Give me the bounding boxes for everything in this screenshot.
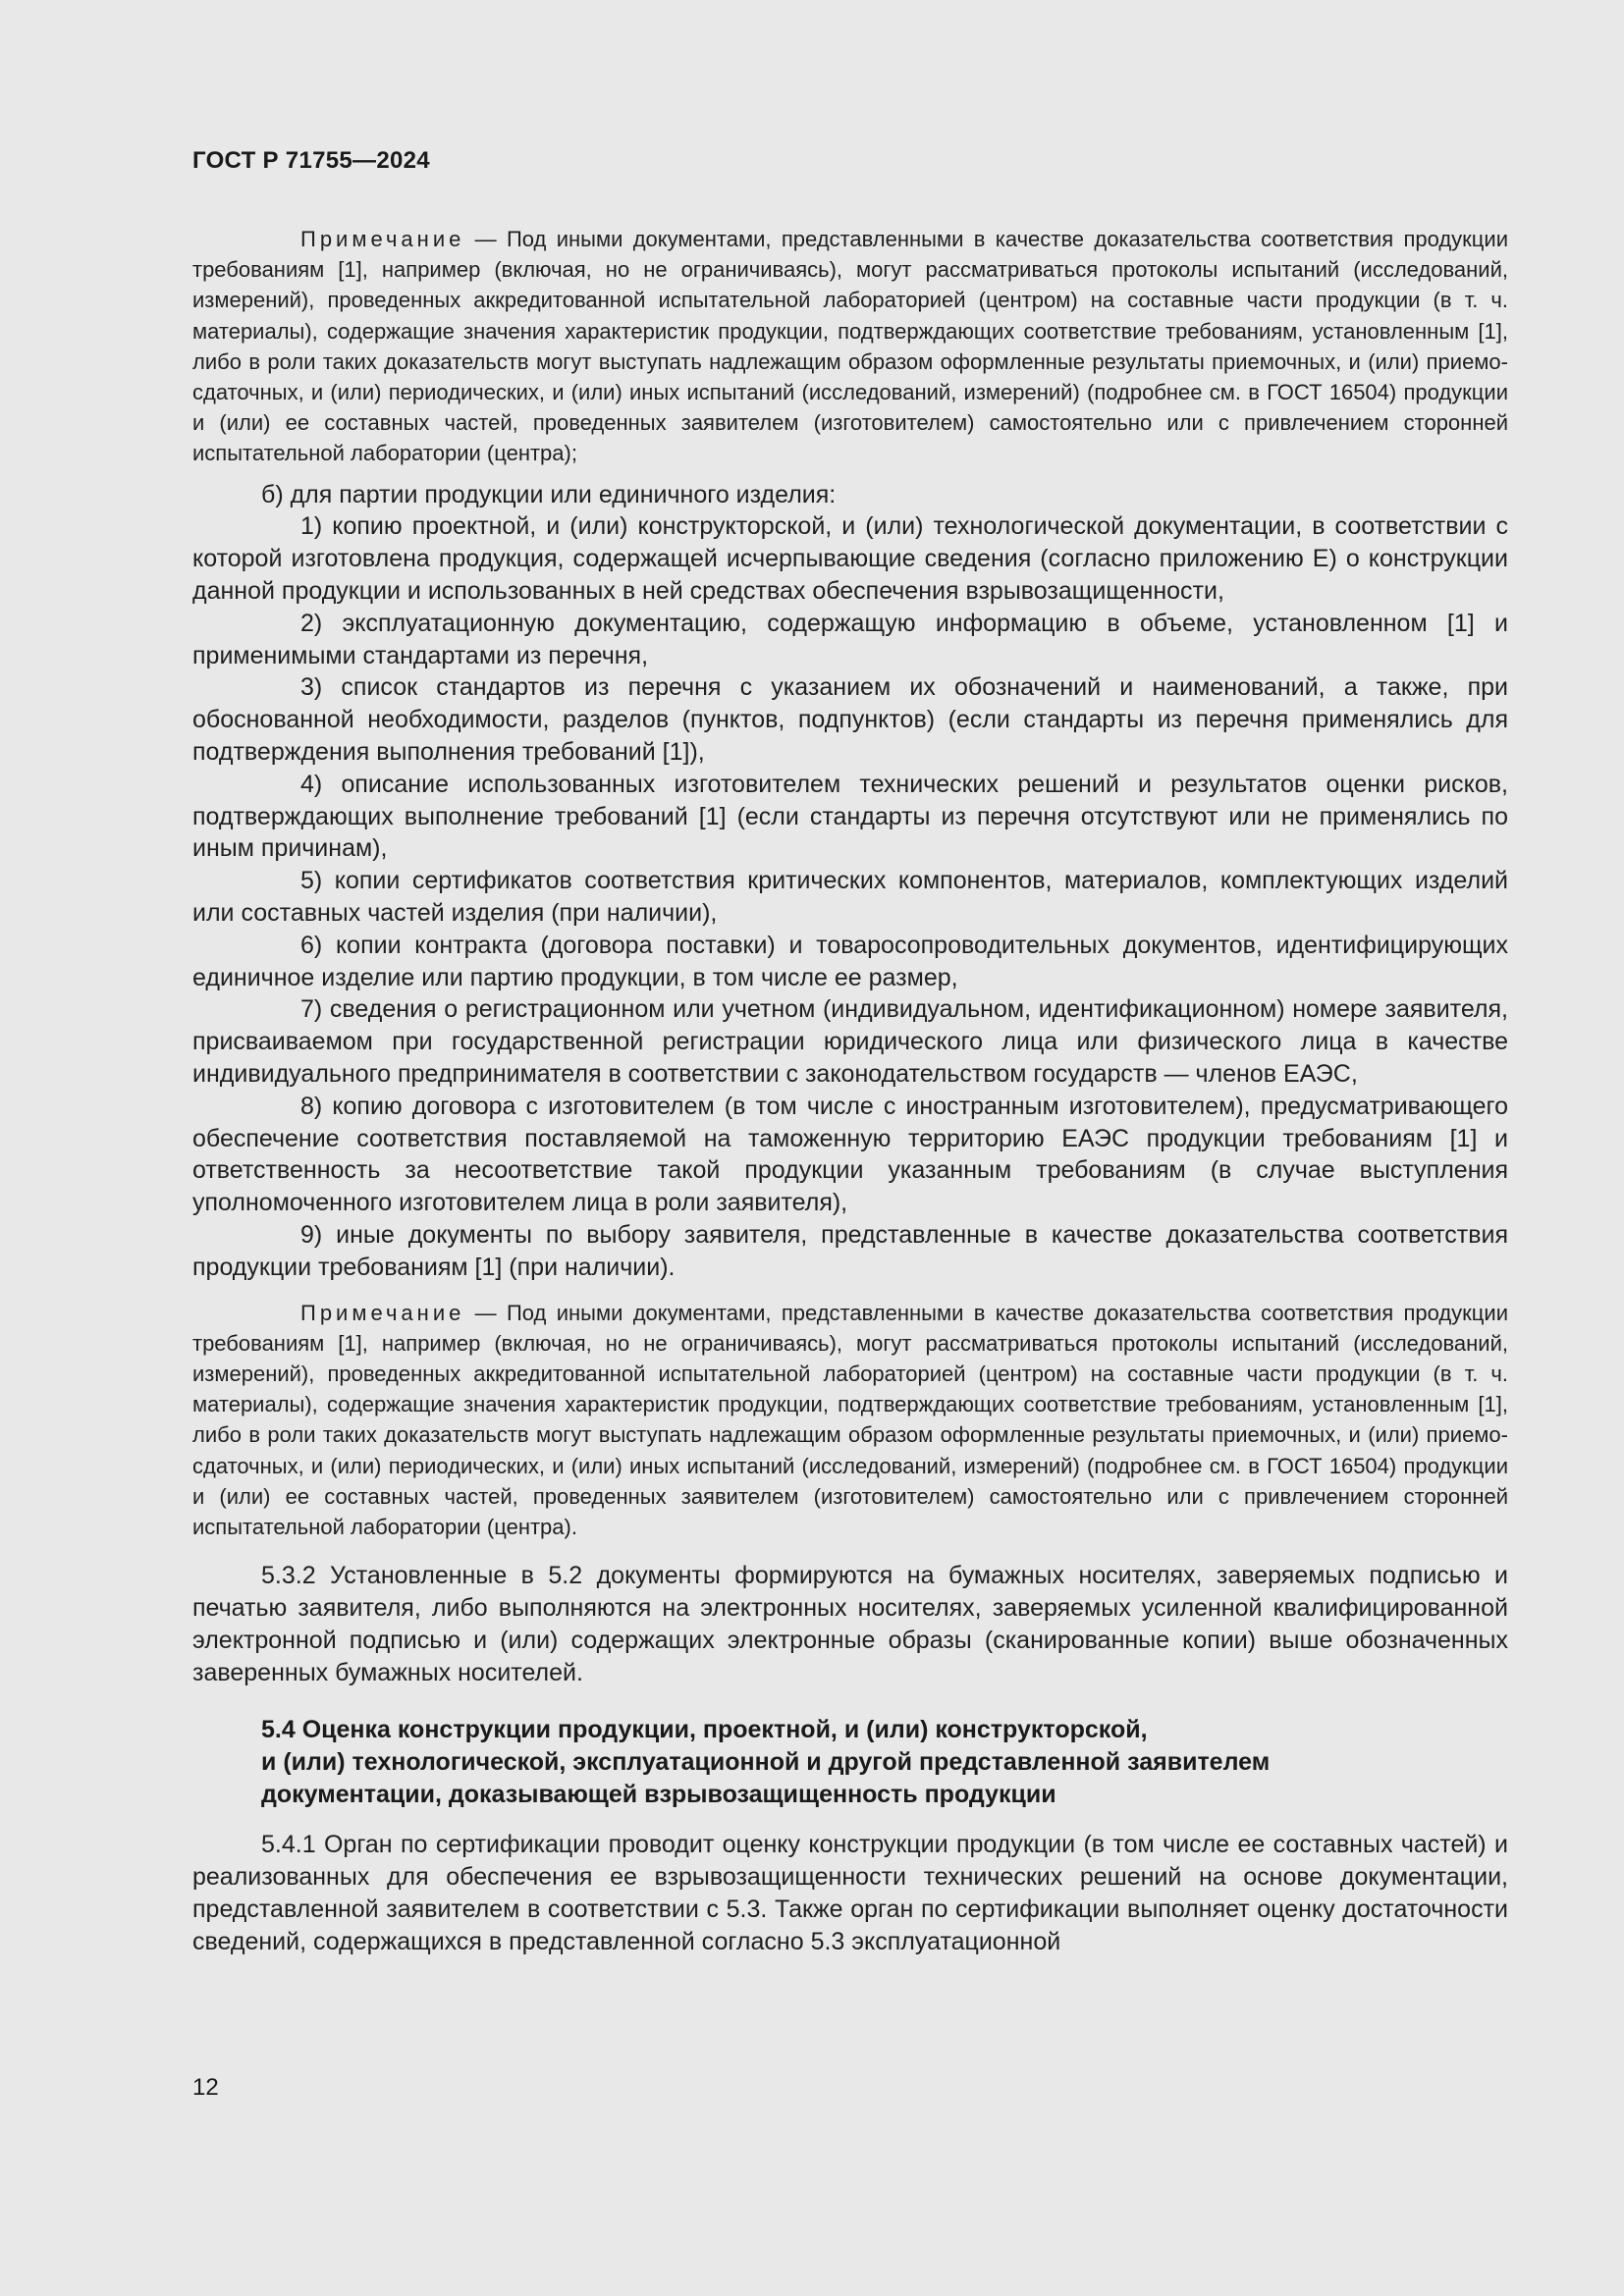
note-label: Примечание xyxy=(300,227,465,251)
list-item-7: 7) сведения о регистрационном или учетном (индивидуальном, идентификационном) номере заявителя, присваиваемом при государственной регистрации юридического лица или физического лица в качестве индивидуального предпринимателя в соответствии с законодательством государств — членов ЕАЭС, xyxy=(192,995,1508,1088)
note-label: Примечание xyxy=(300,1300,465,1325)
heading-line: документации, доказывающей взрывозащищенность продукции xyxy=(261,1781,1056,1809)
list-item-3: 3) список стандартов из перечня с указанием их обозначений и наименований, а также, при обоснованной необходимости, разделов (пунктов, подпунктов) (если стандарты из перечня применялись для подтверждения выполнения требований [1]), xyxy=(192,673,1508,766)
page-content xyxy=(192,224,1508,1958)
note-paragraph xyxy=(192,224,1508,469)
list-item-5: 5) копии сертификатов соответствия критических компонентов, материалов, комплектующих изделий или составных частей изделия (при наличии), xyxy=(192,867,1508,927)
list-item-9: 9) иные документы по выбору заявителя, представленные в качестве доказательства соответствия продукции требованиям [1] (при наличии). xyxy=(192,1220,1508,1281)
document-header-title: ГОСТ Р 71755—2024 xyxy=(192,147,430,174)
list-item-6: 6) копии контракта (договора поставки) и товаросопроводительных документов, идентифицирующих единичное изделие или партию продукции, в том числе ее размер, xyxy=(192,931,1508,991)
page-number: 12 xyxy=(192,2074,219,2101)
list-item-8: 8) копию договора с изготовителем (в том числе с иностранным изготовителем), предусматривающего обеспечение соответствия поставляемой на таможенную территорию ЕАЭС продукции требованиям [1] и ответственность за несоответствие такой продукции указанным требованиям (в случае выступления уполномоченного изготовителем лица в роли заявителя), xyxy=(192,1092,1508,1217)
list-intro: б) для партии продукции или единичного изделия: xyxy=(261,480,837,508)
list-item-2: 2) эксплуатационную документацию, содержащую информацию в объеме, установленном [1] и применимыми стандартами из перечня, xyxy=(192,609,1508,669)
list-item-1: 1) копию проектной, и (или) конструкторской, и (или) технологической документации, в соответствии с которой изготовлена продукция, содержащей исчерпывающие сведения (согласно приложению Е) о конструкции данной продукции и использованных в ней средствах обеспечения взрывозащищенности, xyxy=(192,512,1508,606)
note-text: — Под иными документами, представленными в качестве доказательства соответствия продукции требованиям [1], например (включая, но не ограничиваясь), могут рассматриваться протоколы испытаний (исследований, измерений), проведенных аккредитованной испытательной лабораторией (центром) на составные части продукции (в т. ч. материалы), содержащие значения характеристик продукции, подтверждающих соответствие требованиям, установленным [1], либо в роли таких доказательств могут выступать надлежащим образом оформленные результаты приемочных, и (или) приемо-сдаточных, и (или) периодических, и (или) иных испытаний (исследований, измерений) (подробнее см. в ГОСТ 16504) продукции и (или) ее составных частей, проведенных заявителем (изготовителем) самостоятельно или с привлечением сторонней испытательной лаборатории (центра); xyxy=(192,227,1508,466)
list-item-4: 4) описание использованных изготовителем технических решений и результатов оценки рисков, подтверждающих выполнение требований [1] (если стандарты из перечня отсутствуют или не применялись по иным причинам), xyxy=(192,770,1508,863)
clause-5-4-1: 5.4.1 Орган по сертификации проводит оценку конструкции продукции (в том числе ее составных частей) и реализованных для обеспечения ее взрывозащищенности технических решений на основе документации, представленной заявителем в соответствии с 5.3. Также орган по сертификации выполняет оценку достаточности сведений, содержащихся в представленной согласно 5.3 эксплуатационной xyxy=(192,1831,1508,1955)
note-text: — Под иными документами, представленными в качестве доказательства соответствия продукции требованиям [1], например (включая, но не ограничиваясь), могут рассматриваться протоколы испытаний (исследований, измерений), проведенных аккредитованной испытательной лабораторией (центром) на составные части продукции (в т. ч. материалы), содержащие значения характеристик продукции, подтверждающих соответствие требованиям, установленным [1], либо в роли таких доказательств могут выступать надлежащим образом оформленные результаты приемочных, и (или) приемо-сдаточных, и (или) периодических, и (или) иных испытаний (исследований, измерений) (подробнее см. в ГОСТ 16504) продукции и (или) ее составных частей, проведенных заявителем (изготовителем) самостоятельно или с привлечением сторонней испытательной лаборатории (центра). xyxy=(192,1300,1508,1539)
clause-5-3-2: 5.3.2 Установленные в 5.2 документы формируются на бумажных носителях, заверяемых подписью и печатью заявителя, либо выполняются на электронных носителях, заверяемых усиленной квалифицированной электронной подписью и (или) содержащих электронные образы (сканированные копии) выше обозначенных заверенных бумажных носителей. xyxy=(192,1562,1508,1686)
heading-line: 5.4 Оценка конструкции продукции, проектной, и (или) конструкторской, xyxy=(261,1716,1148,1744)
heading-line: и (или) технологической, эксплуатационной и другой представленной заявителем xyxy=(261,1748,1271,1777)
section-heading-5-4 xyxy=(192,1714,1508,1811)
note-paragraph xyxy=(192,1298,1508,1543)
